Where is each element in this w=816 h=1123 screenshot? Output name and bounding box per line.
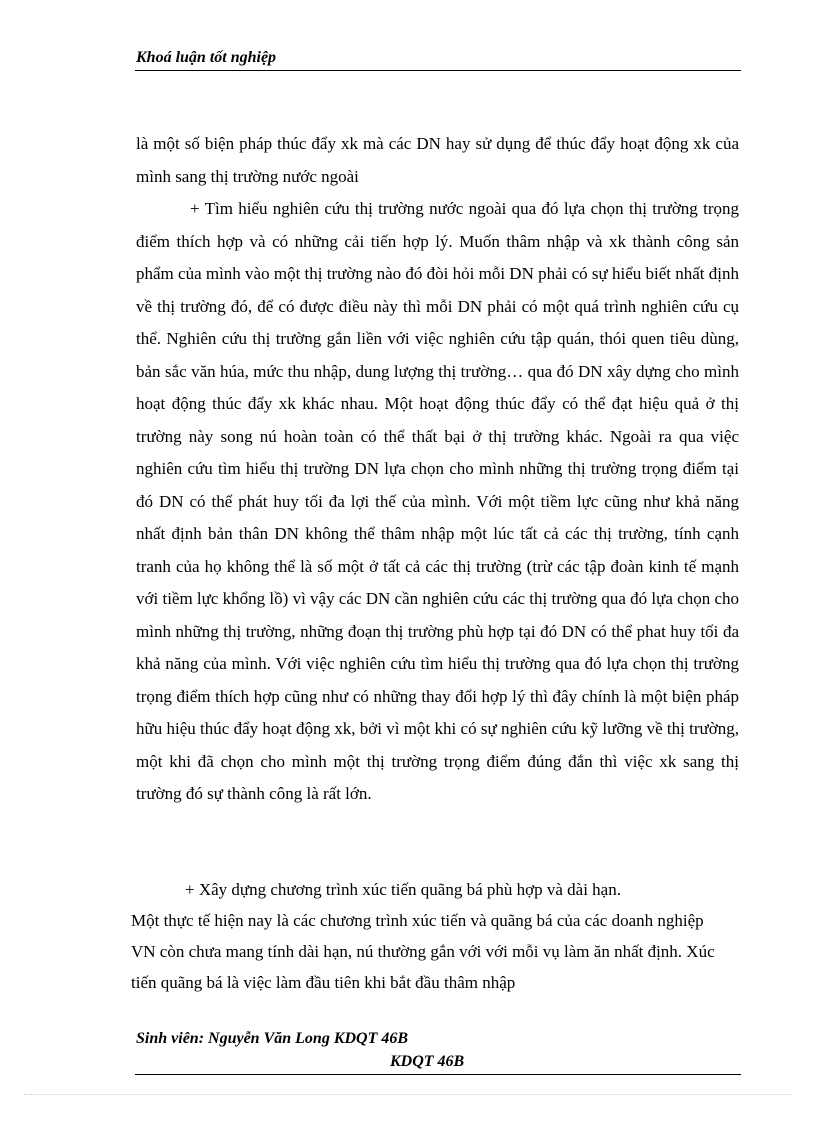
footer-student-name: Sinh viên: Nguyễn Văn Long KDQT 46B (136, 1030, 409, 1047)
paragraph-market-research: + Tìm hiểu nghiên cứu thị trường nước ngoài qua đó lựa chọn thị trường trọng điểm thích hợp và có những cải tiến hợp lý. Muốn thâm nhập và xk thành công sản phẩm của mình vào một thị trường nào đó đòi hỏi mỗi DN phải có sự hiểu biết nhất định về thị trường đó, để có được điều này thì mỗi DN phải có một quá trình nghiên cứu cụ thể. Nghiên cứu thị trường gắn liền với việc nghiên cứu tập quán, thói quen tiêu dùng, bản sắc văn húa, mức thu nhập, dung lượng thị trường… qua đó DN xây dựng cho mình hoạt động thúc đẩy xk khác nhau. Một hoạt động thúc đẩy có thể đạt hiệu quả ở thị trường này song nú hoàn toàn có thể thất bại ở thị trường khác. Ngoài ra qua việc nghiên cứu tìm hiểu thị trường DN lựa chọn cho mình những thị trường trọng điểm tại đó DN có thể phát huy tối đa lợi thế của mình. Với một tiềm lực cũng như khả năng nhất định bản thân DN không thể thâm nhập một lúc tất cả các thị trường, tính cạnh tranh của họ không thể là số một ở tất cả các thị trường (trừ các tập đoàn kinh tế mạnh với tiềm lực khổng lồ) vì vậy các DN cần nghiên cứu các thị trường qua đó lựa chọn cho mình những thị trường, những đoạn thị trường phù hợp tại đó DN có thể phat huy tối đa khả năng của mình. Với việc nghiên cứu tìm hiểu thị trường qua đó lựa chọn thị trường trọng điểm thích hợp cũng như có những thay đổi hợp lý thì đây chính là một biện pháp hữu hiệu thúc đẩy hoạt động xk, bởi vì một khi có sự nghiên cứu kỹ lưỡng về thị trường, một khi đã chọn cho mình một thị trường trọng điểm đúng đắn thì việc xk sang thị trường đó sự thành công là rất lớn. (136, 199, 739, 803)
page-bottom-edge (24, 1094, 792, 1095)
footer-class-code: KDQT 46B (390, 1053, 465, 1070)
paragraph-promotion-heading: + Xây dựng chương trình xúc tiến quãng bá phù hợp và dài hạn. (185, 880, 621, 899)
page-body (136, 128, 739, 811)
paragraph-promotion: Một thực tế hiện nay là các chương trình xúc tiến và quãng bá của các doanh nghiệp VN còn chưa mang tính dài hạn, nú thường gắn với với mỗi vụ làm ăn nhất định. Xúc tiến quãng bá là việc làm đầu tiên khi bắt đầu thâm nhập (131, 911, 715, 992)
page-body-lower (131, 874, 731, 998)
header-divider (135, 70, 741, 71)
running-header-title: Khoá luận tốt nghiệp (136, 49, 277, 66)
footer-divider (135, 1074, 741, 1075)
paragraph-continuation: là một số biện pháp thúc đẩy xk mà các DN hay sử dụng để thúc đẩy hoạt động xk của mình sang thị trường nước ngoài (136, 134, 739, 186)
